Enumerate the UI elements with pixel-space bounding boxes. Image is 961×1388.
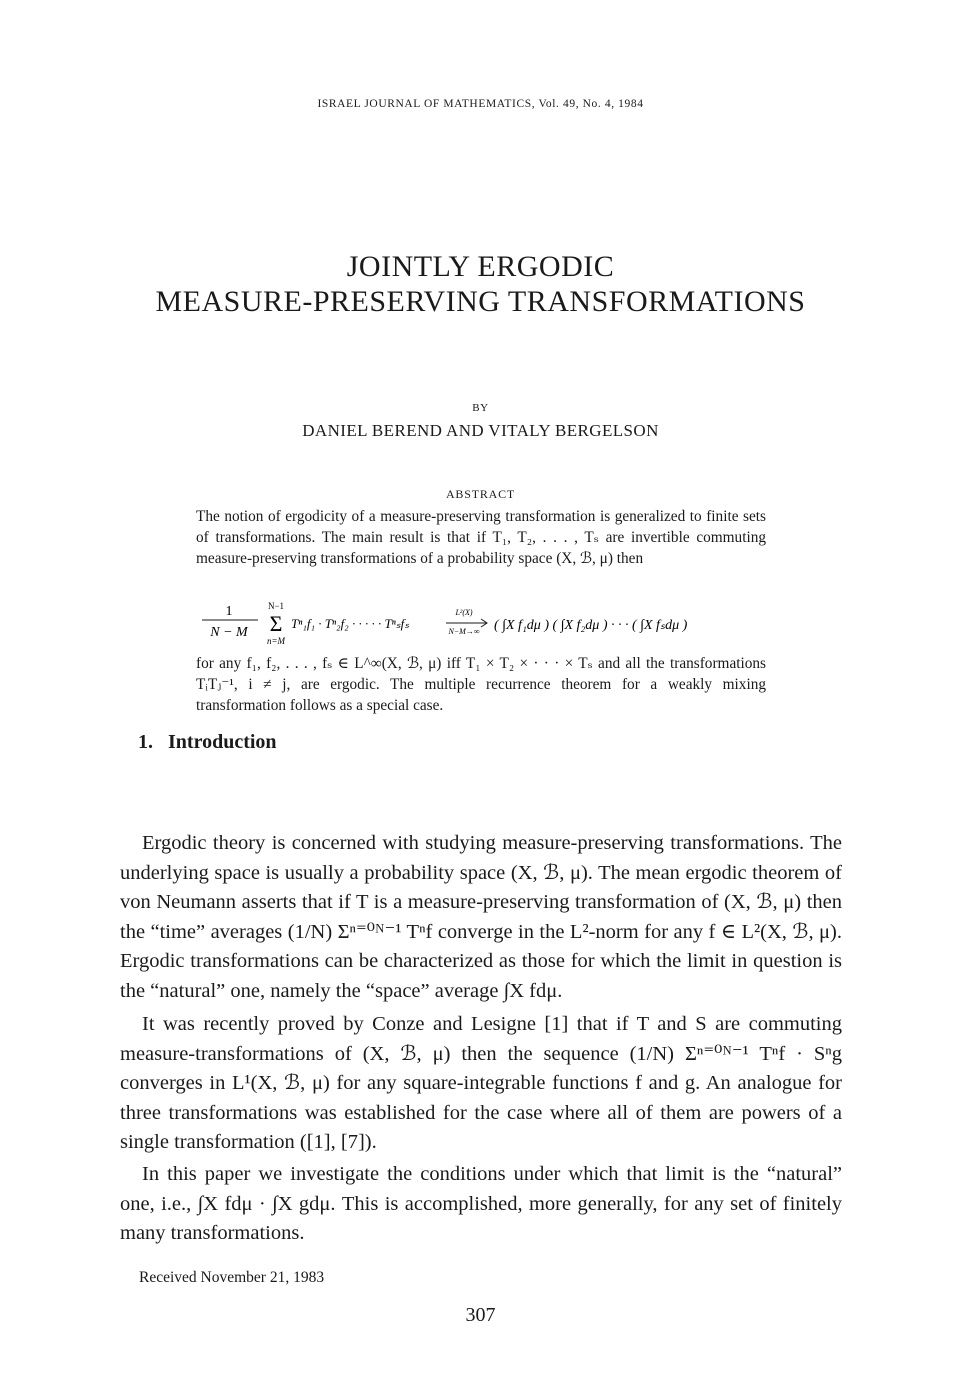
article-title-line-1: JOINTLY ERGODIC: [346, 250, 615, 283]
by-label: BY: [472, 402, 489, 414]
formula-frac-den: N − M: [210, 625, 248, 640]
section-heading: [138, 731, 277, 754]
authors: DANIEL BEREND AND VITALY BERGELSON: [302, 421, 659, 440]
running-head: ISRAEL JOURNAL OF MATHEMATICS, Vol. 49, No. 4, 1984: [317, 98, 644, 110]
intro-paragraph-3: [120, 1160, 842, 1249]
formula-limit: ( ∫X f₁dμ ) ( ∫X f₂dμ ) · · · ( ∫X fₛdμ ): [494, 618, 688, 633]
intro-paragraph-2-text: It was recently proved by Conze and Lesigne [1] that if T and S are commuting measure-transformations of (X, ℬ, μ) then the sequence (1/N) Σⁿ⁼⁰ᴺ⁻¹ Tⁿf · Sⁿg converges in L¹(X, ℬ, μ) for any square-integrable functions f and g. An analogue for three transformations was established for the case where all of them are powers of a single transformation ([1], [7]).: [120, 1013, 842, 1154]
intro-paragraph-3-text: In this paper we investigate the conditions under which that limit is the “natural” one, i.e., ∫X fdμ · ∫X gdμ. This is accomplished, more generally, for any set of finitely many transformations.: [120, 1163, 842, 1245]
formula-sum-upper: N−1: [267, 601, 285, 611]
section-title: Introduction: [168, 731, 277, 753]
main-theorem-formula: [196, 598, 776, 650]
page-number: 307: [465, 1304, 496, 1326]
formula-sum-lower: n=M: [266, 636, 286, 646]
intro-paragraph-2: [120, 1010, 842, 1158]
formula-frac-num: 1: [225, 604, 233, 619]
abstract-heading: ABSTRACT: [445, 487, 516, 501]
formula-arrow-bottom: N−M→∞: [448, 627, 480, 636]
formula-sum-sign: Σ: [269, 611, 283, 636]
formula-arrow-top: L²(X): [455, 608, 473, 617]
intro-paragraph-1-text: Ergodic theory is concerned with studying measure-preserving transformations. The underlying space is usually a probability space (X, ℬ, μ). The mean ergodic theorem of von Neumann asserts that if T is a measure-preserving transformation of (X, ℬ, μ) then the “time” averages (1/N) Σⁿ⁼⁰ᴺ⁻¹ Tⁿf converge in the L²-norm for any f ∈ L²(X, ℬ, μ). Ergodic transformations can be characterized as those for which the limit in question is the “natural” one, namely the “space” average ∫X fdμ.: [120, 832, 842, 1002]
formula-terms: Tⁿ₁f₁ · Tⁿ₂f₂ · · · · · Tⁿₛfₛ: [291, 616, 410, 631]
intro-paragraph-1: [120, 829, 842, 1007]
article-title-line-2: MEASURE-PRESERVING TRANSFORMATIONS: [155, 285, 806, 318]
abstract-paragraph-1: The notion of ergodicity of a measure-preserving transformation is generalized to finite sets of transformations. The main result is that if T₁, T₂, . . . , Tₛ are invertible commuting measure-preserving transformations of a probability space (X, ℬ, μ) then: [196, 508, 766, 567]
received-date: Received November 21, 1983: [139, 1269, 325, 1286]
section-number: 1.: [138, 731, 153, 753]
abstract-paragraph-2: for any f₁, f₂, . . . , fₛ ∈ L^∞(X, ℬ, μ) iff T₁ × T₂ × · · · × Tₛ and all the transformations TᵢTⱼ⁻¹, i ≠ j, are ergodic. The multiple recurrence theorem for a weakly mixing transformation follows as a special case.: [196, 655, 766, 714]
